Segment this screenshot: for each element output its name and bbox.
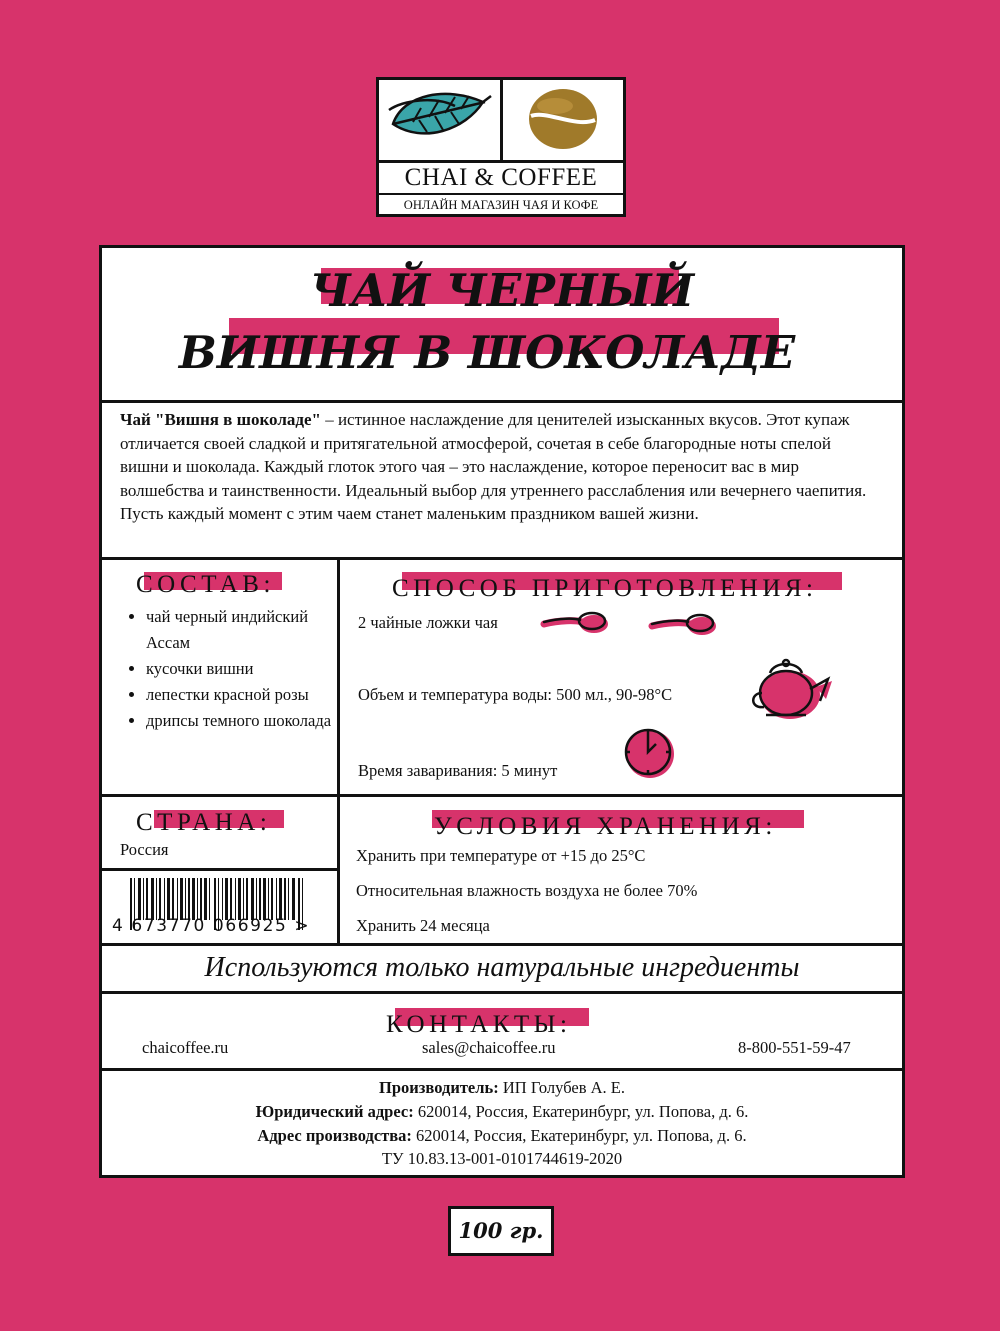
divider: [102, 1068, 902, 1071]
legal-producer: [102, 1076, 902, 1100]
country-title: СТРАНА:: [136, 809, 272, 836]
product-title-line1: ЧАЙ ЧЕРНЫЙ: [309, 264, 695, 317]
legal-value: ИП Голубев А. Е.: [498, 1078, 625, 1097]
coffee-bean-icon: [503, 80, 623, 158]
description-text: – истинное наслаждение для ценителей изысканных вкусов. Этот купаж отличается своей сладкой и притягательной атмосферой, сочетая в себе благородные ноты спелой вишни и шоколада. Каждый глоток этого чая – это наслаждение, которое переносит вас в мир волшебства и таинственности. Идеальный выбор для утреннего расслабления или вечернего чаепития. Пусть каждый момент с этим чаем станет маленьким праздником вашей жизни.: [120, 410, 867, 523]
legal-label: Юридический адрес:: [255, 1102, 414, 1121]
brand-name: CHAI & COFFEE: [404, 164, 598, 191]
slogan: Используются только натуральные ингредиенты: [204, 952, 800, 983]
tea-leaf-icon: [379, 80, 497, 158]
legal-address: [102, 1100, 902, 1124]
divider: [102, 868, 339, 871]
brand-tagline: ОНЛАЙН МАГАЗИН ЧАЯ И КОФЕ: [403, 198, 599, 212]
preparation-title: СПОСОБ ПРИГОТОВЛЕНИЯ:: [392, 575, 818, 602]
net-weight: 100 гр.: [448, 1206, 554, 1256]
tu-number: ТУ 10.83.13-001-0101744619-2020: [381, 1149, 623, 1168]
contacts-title: КОНТАКТЫ:: [386, 1011, 572, 1038]
composition-title: СОСТАВ:: [136, 571, 275, 598]
legal-value: 620014, Россия, Екатеринбург, ул. Попова, д. 6.: [411, 1126, 747, 1145]
composition-item: • кусочки вишни: [146, 656, 346, 682]
storage-title: УСЛОВИЯ ХРАНЕНИЯ:: [434, 813, 777, 840]
composition-list: [122, 604, 346, 734]
description-product-name: Чай "Вишня в шоколаде": [120, 410, 321, 429]
divider: [102, 557, 902, 560]
storage-line: Хранить 24 месяца: [356, 916, 490, 935]
legal-label: Производитель:: [379, 1078, 499, 1097]
teaspoon-icon: [540, 610, 610, 640]
composition-item: • лепестки красной розы: [146, 682, 346, 708]
teapot-icon: [748, 653, 838, 725]
contact-website[interactable]: chaicoffee.ru: [142, 1038, 229, 1057]
country-value: Россия: [120, 840, 169, 859]
barcode-digits: 4 673770 066925 >: [112, 916, 311, 936]
coffee-bean-cell: [503, 80, 623, 160]
divider: [102, 794, 902, 797]
preparation-time: Время заваривания: 5 минут: [358, 761, 558, 780]
composition-item: • чай черный индийский Ассам: [146, 604, 346, 656]
divider: [102, 400, 902, 403]
storage-line: Хранить при температуре от +15 до 25°С: [356, 846, 646, 865]
preparation-water: Объем и температура воды: 500 мл., 90-98°С: [358, 685, 673, 704]
contact-email[interactable]: sales@chaicoffee.ru: [422, 1038, 556, 1057]
product-title-line2: ВИШНЯ В ШОКОЛАДЕ: [178, 326, 796, 379]
brand-logo: [376, 77, 626, 217]
clock-icon: [622, 726, 678, 782]
product-description: [120, 408, 880, 526]
preparation-spoons: 2 чайные ложки чая: [358, 613, 498, 632]
divider: [102, 943, 902, 946]
divider: [102, 991, 902, 994]
teaspoon-icon: [648, 612, 718, 642]
contact-phone[interactable]: 8-800-551-59-47: [738, 1038, 851, 1057]
product-label: [99, 245, 905, 1178]
legal-value: 620014, Россия, Екатеринбург, ул. Попова, д. 6.: [413, 1102, 749, 1121]
storage-line: Относительная влажность воздуха не более 70%: [356, 881, 698, 900]
composition-item: • дрипсы темного шоколада: [146, 708, 346, 734]
tea-leaf-cell: [379, 80, 503, 160]
production-address: [102, 1124, 902, 1148]
legal-label: Адрес производства:: [257, 1126, 412, 1145]
